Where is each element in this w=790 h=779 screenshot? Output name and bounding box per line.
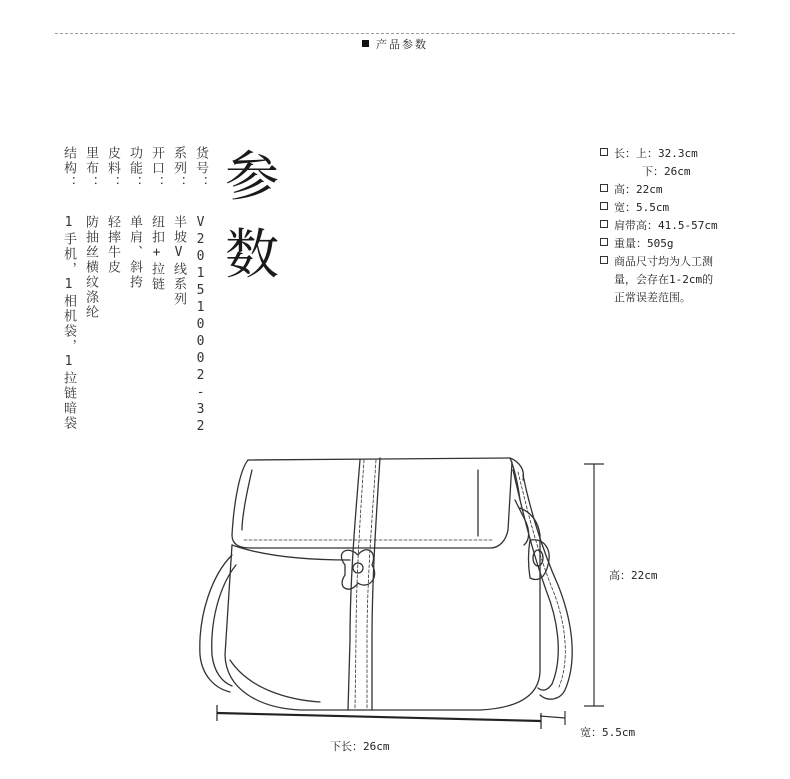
bag-body xyxy=(225,508,540,710)
param-value: 轻摔牛皮 xyxy=(105,215,120,275)
bottom-length-label: 下长：26cm xyxy=(330,740,390,753)
param-label: 货号： xyxy=(193,146,208,191)
param-label: 皮料： xyxy=(105,146,120,191)
spec-note-cont: 正常误差范围。 xyxy=(614,291,691,304)
height-dimension-line xyxy=(584,464,604,706)
spec-length-top: 长：上：32.3cm xyxy=(600,145,718,163)
width-dimension-label: 宽：5.5cm xyxy=(580,726,636,739)
width-dimension-line xyxy=(540,711,565,725)
spec-length-bottom: 下：26cm xyxy=(642,165,691,178)
param-value: 半坡V线系列 xyxy=(171,215,186,307)
param-label: 结构： xyxy=(61,146,76,191)
param-label: 系列： xyxy=(171,146,186,191)
param-label: 里布： xyxy=(83,146,98,191)
param-label: 开口： xyxy=(149,146,164,191)
param-value: 单肩、斜挎 xyxy=(127,215,142,290)
title-char: 数 xyxy=(225,223,279,286)
bag-flap xyxy=(232,460,512,548)
spec-width: 宽：5.5cm xyxy=(600,199,718,217)
spec-strap-height: 肩带高：41.5-57cm xyxy=(600,217,718,235)
param-value: 纽扣+拉链 xyxy=(149,215,164,292)
spec-note-cont: 量，会存在1-2cm的 xyxy=(614,273,714,286)
param-value: 1手机，1相机袋，1拉链暗袋 xyxy=(61,215,76,431)
spec-height: 高：22cm xyxy=(600,181,718,199)
center-strap xyxy=(348,460,360,710)
height-dimension-label: 高：22cm xyxy=(609,569,658,582)
spec-note: 商品尺寸均为人工测 xyxy=(600,253,718,271)
param-value: V201510002-32 xyxy=(193,215,208,436)
title-char: 参 xyxy=(225,145,279,208)
section-title: 产品参数 xyxy=(376,38,428,51)
spec-weight: 重量：505g xyxy=(600,235,718,253)
length-dimension-line xyxy=(217,713,541,721)
param-value: 防抽丝横纹涤纶 xyxy=(83,215,98,320)
param-label: 功能： xyxy=(127,146,142,191)
